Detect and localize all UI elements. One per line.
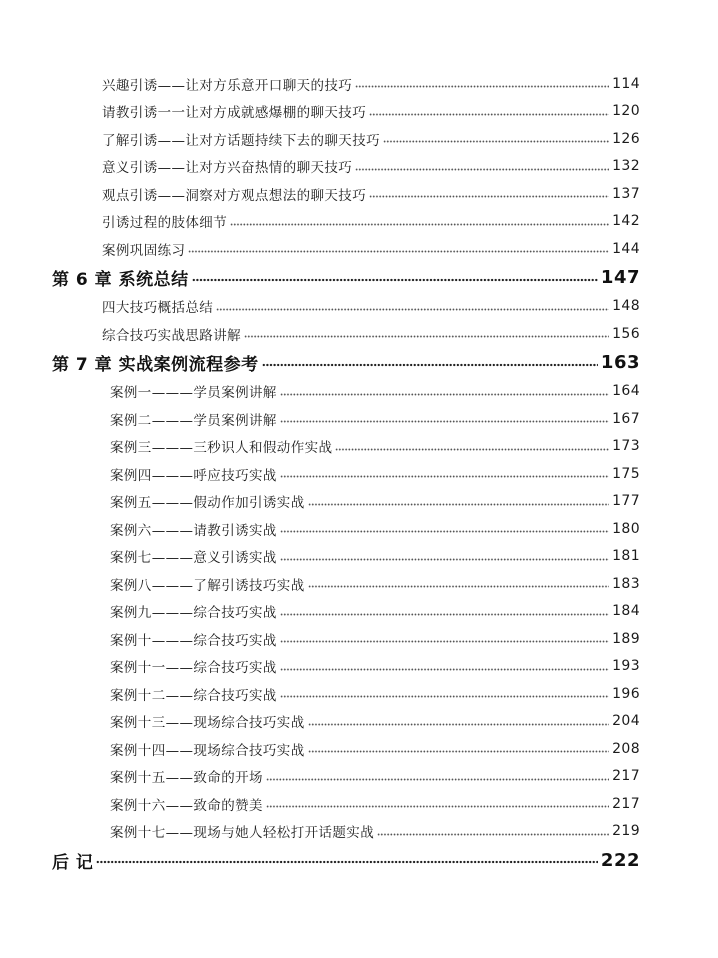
toc-chapter-heading[interactable]	[0, 263, 718, 293]
toc-entry[interactable]	[0, 790, 718, 818]
toc-entry[interactable]	[0, 70, 718, 98]
toc-entry-title: 案例十六——致命的赞美	[110, 797, 263, 814]
toc-entry[interactable]	[0, 708, 718, 736]
toc-entry[interactable]	[0, 763, 718, 791]
toc-entry-title: 案例十四——现场综合技巧实战	[110, 742, 305, 759]
toc-entry-title: 案例十———综合技巧实战	[110, 632, 277, 649]
toc-entry-page: 173	[612, 438, 640, 455]
dot-leader	[280, 668, 609, 671]
dot-leader	[308, 503, 609, 506]
toc-entry-title: 请教引诱一一让对方成就感爆棚的聊天技巧	[102, 105, 367, 122]
toc-entry-page: 219	[612, 823, 640, 840]
dot-leader	[280, 530, 609, 533]
toc-entry-page: 208	[612, 740, 640, 757]
toc-entry[interactable]	[0, 680, 718, 708]
toc-entry-page: 164	[612, 383, 640, 400]
toc-entry-title: 案例十五——致命的开场	[110, 770, 263, 787]
dot-leader	[280, 475, 609, 478]
toc-entry[interactable]	[0, 818, 718, 846]
toc-entry[interactable]	[0, 570, 718, 598]
toc-entry[interactable]	[0, 515, 718, 543]
toc-entry-page: 114	[612, 75, 640, 92]
toc-chapter-page: 222	[600, 849, 640, 871]
toc-entry-page: 120	[612, 103, 640, 120]
toc-entry-title: 案例八———了解引诱技巧实战	[110, 577, 305, 594]
toc-entry-page: 181	[612, 548, 640, 565]
toc-entry-page: 148	[612, 298, 640, 315]
dot-leader	[369, 195, 609, 198]
toc-entry-page: 180	[612, 520, 640, 537]
toc-entry-title: 案例九———综合技巧实战	[110, 605, 277, 622]
toc-entry-title: 案例七———意义引诱实战	[110, 550, 277, 567]
toc-entry-title: 综合技巧实战思路讲解	[102, 327, 241, 344]
dot-leader	[280, 695, 609, 698]
toc-entry[interactable]	[0, 293, 718, 321]
toc-entry-title: 案例一———学员案例讲解	[110, 385, 277, 402]
toc-entry-page: 196	[612, 685, 640, 702]
toc-entry-page: 132	[612, 158, 640, 175]
toc-entry-title: 案例十七——现场与她人轻松打开话题实战	[110, 825, 375, 842]
toc-chapter-heading[interactable]	[0, 348, 718, 378]
dot-leader	[280, 613, 609, 616]
toc-entry-title: 四大技巧概括总结	[102, 300, 214, 317]
toc-chapter-page: 147	[600, 267, 640, 288]
toc-entry[interactable]	[0, 543, 718, 571]
toc-entry-page: 167	[612, 410, 640, 427]
dot-leader	[355, 85, 609, 88]
toc-chapter-title: 后 记	[52, 852, 94, 873]
toc-entry-title: 案例十三——现场综合技巧实战	[110, 715, 305, 732]
dot-leader	[280, 558, 609, 561]
toc-entry[interactable]	[0, 208, 718, 236]
dot-leader	[280, 420, 609, 423]
toc-entry-title: 案例五———假动作加引诱实战	[110, 495, 305, 512]
dot-leader	[308, 750, 609, 753]
toc-entry[interactable]	[0, 625, 718, 653]
toc-entry-title: 了解引诱——让对方话题持续下去的聊天技巧	[102, 132, 380, 149]
dot-leader	[266, 778, 609, 781]
toc-entry-page: 177	[612, 493, 640, 510]
toc-entry-page: 126	[612, 130, 640, 147]
toc-entry-page: 217	[612, 795, 640, 812]
dot-leader	[377, 833, 609, 836]
dot-leader	[369, 113, 609, 116]
toc-entry[interactable]	[0, 180, 718, 208]
toc-entry[interactable]	[0, 653, 718, 681]
toc-entry[interactable]	[0, 460, 718, 488]
toc-entry-page: 175	[612, 465, 640, 482]
dot-leader	[96, 860, 598, 864]
toc-entry-page: 137	[612, 185, 640, 202]
dot-leader	[308, 723, 609, 726]
toc-entry[interactable]	[0, 433, 718, 461]
toc-entry-title: 案例十二——综合技巧实战	[110, 687, 277, 704]
dot-leader	[266, 805, 609, 808]
toc-entry-page: 144	[612, 240, 640, 257]
toc-entry-page: 204	[612, 713, 640, 730]
toc-entry[interactable]	[0, 235, 718, 263]
toc-entry-page: 217	[612, 768, 640, 785]
table-of-contents	[0, 70, 718, 875]
toc-entry[interactable]	[0, 488, 718, 516]
dot-leader	[308, 585, 609, 588]
toc-entry[interactable]	[0, 598, 718, 626]
dot-leader	[355, 168, 609, 171]
toc-entry-page: 189	[612, 630, 640, 647]
toc-entry[interactable]	[0, 735, 718, 763]
toc-entry-page: 184	[612, 603, 640, 620]
toc-chapter-title: 第 7 章 实战案例流程参考	[52, 355, 259, 375]
toc-entry[interactable]	[0, 378, 718, 406]
toc-chapter-heading[interactable]	[0, 845, 718, 875]
dot-leader	[192, 278, 598, 282]
dot-leader	[280, 393, 609, 396]
toc-entry-page: 183	[612, 575, 640, 592]
toc-entry-title: 案例巩固练习	[102, 242, 186, 259]
toc-entry-title: 案例六———请教引诱实战	[110, 522, 277, 539]
toc-entry[interactable]	[0, 405, 718, 433]
toc-entry-title: 兴趣引诱——让对方乐意开口聊天的技巧	[102, 77, 353, 94]
toc-entry-page: 156	[612, 325, 640, 342]
toc-entry-title: 案例十一——综合技巧实战	[110, 660, 277, 677]
toc-entry-title: 观点引诱——洞察对方观点想法的聊天技巧	[102, 187, 367, 204]
dot-leader	[262, 363, 598, 367]
toc-entry-page: 142	[612, 213, 640, 230]
toc-entry[interactable]	[0, 98, 718, 126]
dot-leader	[383, 140, 609, 143]
dot-leader	[230, 223, 609, 226]
toc-entry-title: 案例二———学员案例讲解	[110, 412, 277, 429]
toc-chapter-title: 第 6 章 系统总结	[52, 270, 189, 290]
toc-entry[interactable]	[0, 320, 718, 348]
toc-entry-title: 案例四———呼应技巧实战	[110, 467, 277, 484]
toc-chapter-page: 163	[600, 352, 640, 373]
dot-leader	[335, 448, 609, 451]
dot-leader	[216, 308, 609, 311]
toc-entry-title: 意义引诱——让对方兴奋热情的聊天技巧	[102, 160, 353, 177]
toc-entry-title: 引诱过程的肢体细节	[102, 215, 228, 232]
dot-leader	[244, 335, 609, 338]
toc-entry[interactable]	[0, 153, 718, 181]
toc-entry-page: 193	[612, 658, 640, 675]
toc-entry-title: 案例三———三秒识人和假动作实战	[110, 440, 333, 457]
toc-entry[interactable]	[0, 125, 718, 153]
dot-leader	[188, 250, 609, 253]
dot-leader	[280, 640, 609, 643]
